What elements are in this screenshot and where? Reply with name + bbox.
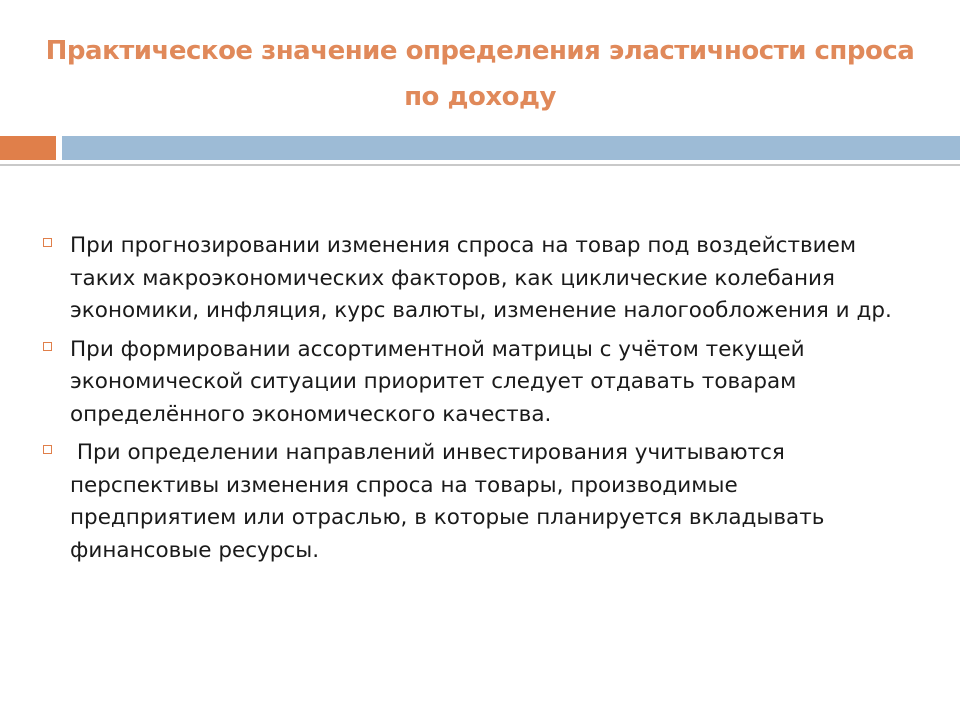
- bullet-text: При формировании ассортиментной матрицы с учётом текущей экономической ситуации приоритет следует отдавать товарам определённого экономического качества.: [70, 336, 805, 427]
- slide-title: Практическое значение определения эластичности спроса по доходу: [45, 36, 915, 112]
- square-bullet-icon: [43, 342, 52, 351]
- divider-line: [0, 164, 960, 166]
- bullet-item-forecasting: [40, 230, 900, 328]
- bullet-text: При прогнозировании изменения спроса на товар под воздействием таких макроэкономических факторов, как циклические колебания экономики, инфляция, курс валюты, изменение налогообложения и др.: [70, 233, 892, 323]
- accent-bar-blue: [62, 136, 960, 160]
- square-bullet-icon: [43, 238, 52, 247]
- accent-bar-orange: [0, 136, 56, 160]
- bullet-list: [40, 230, 900, 573]
- square-bullet-icon: [43, 445, 52, 454]
- bullet-text: При определении направлений инвестирования учитываются перспективы изменения спроса на товары, производимые предприятием или отраслью, в которые планируется вкладывать финансовые ресурсы.: [70, 440, 832, 563]
- bullet-item-assortment: [40, 334, 900, 432]
- bullet-item-investment: [40, 437, 900, 567]
